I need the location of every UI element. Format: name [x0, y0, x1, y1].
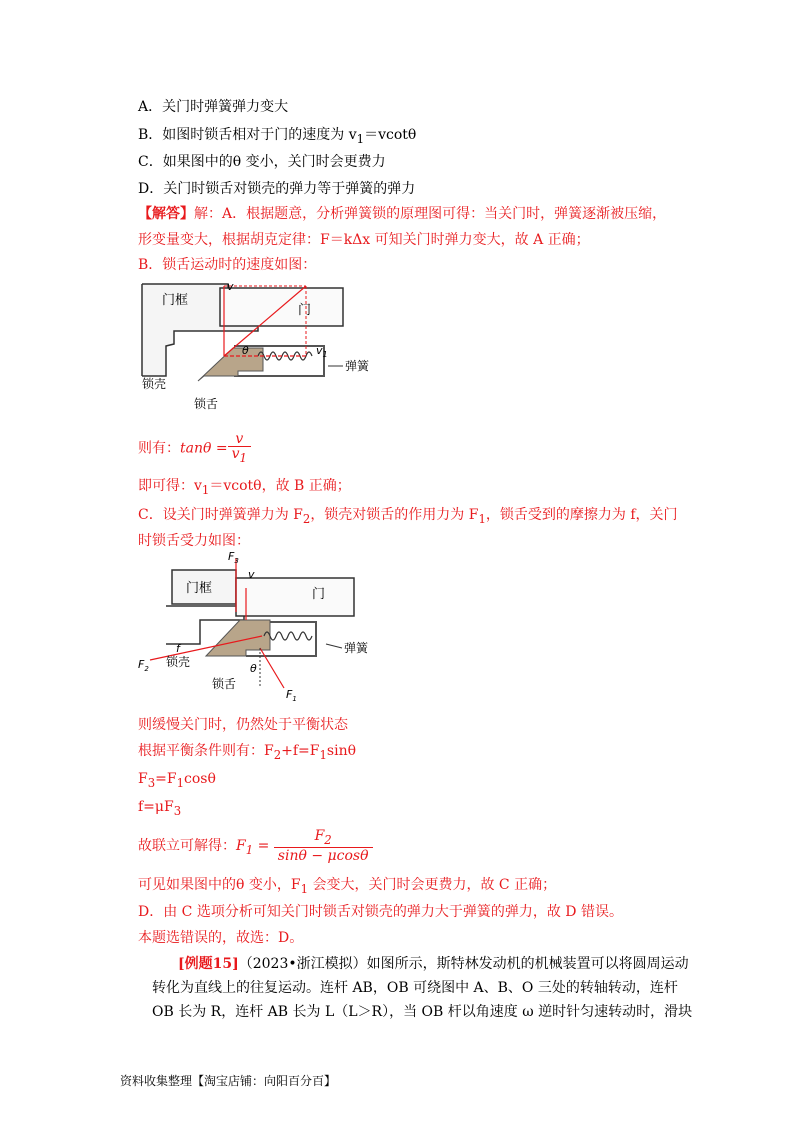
option-b	[138, 126, 416, 148]
c-conclusion	[138, 876, 556, 898]
eq1-mid: +f=F	[281, 743, 320, 759]
tan-num: v	[228, 432, 251, 447]
eq1-sub-1: 2	[273, 747, 282, 762]
eq2-c: cosθ	[184, 771, 216, 787]
derive-sub: 1	[201, 482, 210, 497]
figure-lock-forces	[136, 548, 386, 706]
fig2-spring-label: 弹簧	[344, 641, 369, 655]
c-line-2: 时锁舌受力如图：	[138, 533, 250, 549]
c-sub-1: 2	[302, 511, 311, 526]
d-conclusion: D．由 C 选项分析可知关门时锁舌对锁壳的弹力大于弹簧的弹力，故 D 错误。	[138, 904, 623, 920]
f1-num-sub: 2	[324, 832, 332, 847]
fig1-v1-label	[316, 344, 328, 359]
f1-num	[274, 828, 373, 849]
fig1-v-label: v	[227, 280, 234, 293]
fig2-f1-text: F	[286, 688, 293, 701]
fig1-frame-label: 门框	[162, 293, 189, 308]
eq3-sub: 3	[173, 803, 182, 818]
fig2-tongue-label: 锁舌	[212, 677, 237, 691]
fig2-f3-text: F	[228, 550, 235, 563]
slow-close-line: 则缓慢关门时，仍然处于平衡状态	[138, 717, 348, 733]
derive-line	[138, 477, 351, 499]
c-text-c: ，锁舌受到的摩擦力为 f，关门	[485, 507, 678, 523]
example-line-1-text: （2023•浙江模拟）如图所示，斯特林发动机的机械装置可以将圆周运动	[238, 956, 689, 972]
derive-prefix: 即可得：v	[138, 478, 202, 494]
c-sub-2: 1	[478, 511, 486, 526]
eq2-sub-2: 1	[176, 775, 185, 790]
eq1-sub-2: 1	[319, 747, 327, 762]
c-text-a: C．设关门时弹簧弹力为 F	[138, 507, 303, 523]
example-line-1	[178, 955, 689, 973]
footer-source: 资料收集整理【淘宝店铺：向阳百分百】	[120, 1074, 337, 1088]
c-text-b: ，锁壳对锁舌的作用力为 F	[310, 507, 479, 523]
c-line-1	[138, 506, 678, 528]
fig2-f1-label	[286, 688, 297, 703]
fig1-door-label: 门	[298, 303, 312, 318]
figure-lock-velocity	[138, 276, 378, 416]
equilibrium-eq1	[138, 742, 356, 764]
fig2-f3-sub: 3	[234, 557, 239, 565]
fig1-theta-label: θ	[242, 344, 249, 357]
then-label: 则有：	[138, 440, 180, 457]
tan-den-text: v	[231, 446, 240, 462]
tan-lhs: tanθ =	[180, 440, 228, 457]
tan-den	[228, 447, 251, 465]
fig2-f2-label	[138, 658, 149, 673]
f1-den: sinθ − μcosθ	[277, 848, 369, 865]
fig2-frame-label: 门框	[186, 581, 213, 596]
fig2-theta-label: θ	[250, 662, 257, 675]
combine-label: 故联立可解得：	[138, 838, 236, 854]
example-tag: [例题15]	[178, 956, 239, 972]
c-conclusion-b: 会变大，关门时会更费力，故 C 正确；	[308, 877, 557, 893]
option-a: A．关门时弹簧弹力变大	[138, 99, 289, 115]
option-d: D．关门时锁舌对锁壳的弹力等于弹簧的弹力	[138, 181, 416, 197]
f1-lhs-sub: 1	[245, 842, 254, 857]
fig2-v-label: v	[248, 568, 255, 581]
option-c: C．如果图中的θ 变小，关门时会更费力	[138, 154, 386, 170]
example-line-3: OB 长为 R，连杆 AB 长为 L（L＞R），当 OB 杆以角速度 ω 逆时针匀速转动时，滑块	[152, 1004, 693, 1020]
fig1-spring-label: 弹簧	[345, 359, 370, 373]
option-b-text: B．如图时锁舌相对于门的速度为 v	[138, 127, 357, 143]
tan-equation	[138, 432, 251, 464]
eq1-prefix: 根据平衡条件则有：F	[138, 743, 274, 759]
eq1-suffix: sinθ	[326, 743, 357, 759]
fig2-f-label: f	[176, 642, 180, 655]
fig2-f2-sub: 2	[144, 665, 149, 673]
fig2-door-label: 门	[312, 587, 326, 602]
fig1-v1-sub: 1	[322, 350, 328, 359]
fig2-f2-text: F	[138, 658, 145, 671]
f1-num-text: F	[314, 827, 325, 844]
eq2-sub-1: 3	[147, 775, 156, 790]
answer-b-intro: B．锁舌运动时的速度如图：	[138, 257, 317, 273]
fig1-tongue-label: 锁舌	[194, 397, 219, 411]
derive-suffix: ＝vcotθ，故 B 正确；	[209, 478, 351, 494]
fig2-f3-label	[228, 550, 239, 565]
option-b-suffix: ＝vcotθ	[364, 127, 417, 143]
answer-line-1	[138, 205, 666, 223]
fig1-v1-text: v	[316, 344, 323, 357]
equilibrium-eq2	[138, 770, 216, 792]
tan-fraction	[228, 432, 251, 465]
answer-tag: 【解答】	[138, 206, 194, 222]
f1-lhs-text: F	[236, 838, 246, 854]
f1-solution	[138, 826, 373, 866]
eq2-b: =F	[155, 771, 177, 787]
eq3-a: f=μF	[138, 799, 174, 815]
fig2-shell-label: 锁壳	[166, 655, 191, 669]
example-line-2: 转化为直线上的往复运动。连杆 AB，OB 可绕图中 A、B、O 三处的转轴转动，连杆	[152, 980, 678, 996]
answer-a-part1: 解：A．根据题意，分析弹簧锁的原理图可得：当关门时，弹簧逐渐被压缩，	[194, 206, 667, 222]
c-conclusion-sub: 1	[300, 881, 309, 896]
f1-lhs: $F_1$ =	[236, 838, 274, 857]
fig2-f1-sub: 1	[292, 695, 297, 703]
tan-den-sub: 1	[239, 450, 247, 465]
equilibrium-eq3	[138, 798, 181, 820]
eq2-a: F	[138, 771, 148, 787]
final-answer: 本题选错误的，故选：D。	[138, 930, 304, 946]
option-b-sub: 1	[356, 131, 365, 146]
f1-fraction	[274, 828, 373, 865]
c-conclusion-a: 可见如果图中的θ 变小，F	[138, 877, 301, 893]
answer-line-2: 形变量变大，根据胡克定律：F＝kΔx 可知关门时弹力变大，故 A 正确；	[138, 232, 590, 248]
fig1-shell-label: 锁壳	[142, 377, 167, 391]
